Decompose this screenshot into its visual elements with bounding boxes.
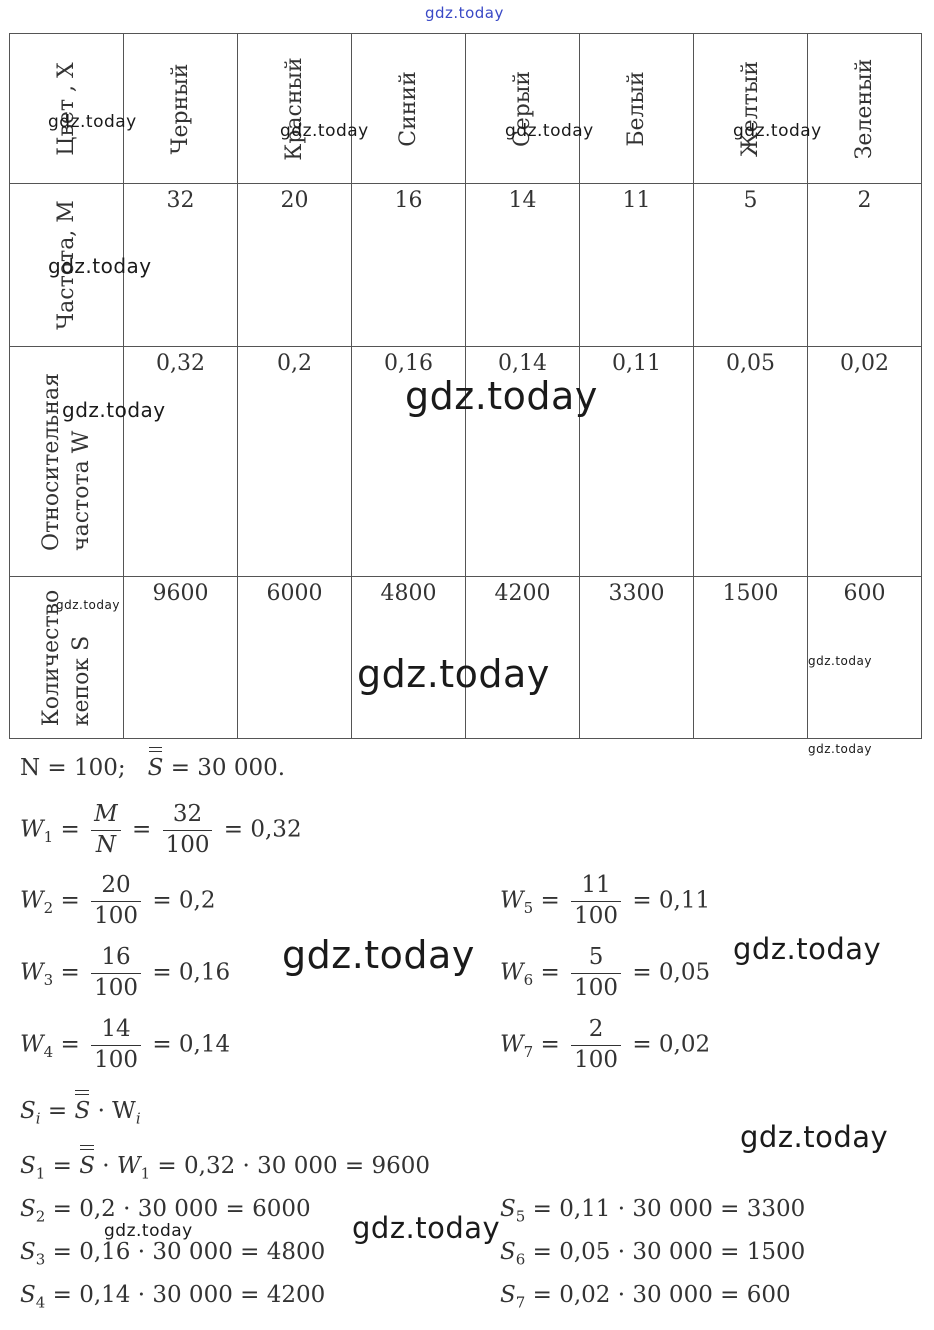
color-cell: Белый: [580, 34, 694, 184]
relative-cell: 0,32: [124, 347, 238, 577]
watermark: gdz.today: [48, 254, 152, 278]
count-cell: 6000: [238, 577, 352, 739]
count-cell: 4800: [352, 577, 466, 739]
formula-w1: $W_1$ = $\frac{M}{N}$ = $\frac{32}{100}$ = 0,32: [20, 801, 302, 858]
formula-s5: $S_5 = 0,11 \cdot 30$ 000 = 3300: [500, 1196, 806, 1226]
watermark: gdz.today: [733, 932, 882, 966]
frequency-cell: 5: [694, 184, 808, 347]
formula-w7: $W_7$ = $\frac{2}{100}$ = 0,02: [500, 1016, 711, 1073]
relative-cell: 0,2: [238, 347, 352, 577]
frequency-cell: 32: [124, 184, 238, 347]
formula-si: $S_i = S \cdot W_i$: [20, 1098, 141, 1128]
count-cell: 1500: [694, 577, 808, 739]
watermark: gdz.today: [56, 598, 120, 612]
formula-s6: $S_6 = 0,05 \cdot 30$ 000 = 1500: [500, 1239, 806, 1269]
formula-s2: $S_2 = 0,2 \cdot 30$ 000 = 6000: [20, 1196, 311, 1226]
relative-cell: 0,16: [352, 347, 466, 577]
watermark: gdz.today: [352, 1211, 501, 1245]
frequency-cell: 20: [238, 184, 352, 347]
frequency-cell: 14: [466, 184, 580, 347]
relative-cell: 0,11: [580, 347, 694, 577]
watermark: gdz.today: [280, 121, 369, 141]
row-colors: [10, 34, 922, 184]
watermark: gdz.today: [405, 374, 598, 418]
formula-n: N = 100; S = 30 000.: [20, 755, 286, 781]
formula-s4: $S_4 = 0,14 \cdot 30$ 000 = 4200: [20, 1282, 326, 1312]
formula-w3: $W_3$ = $\frac{16}{100}$ = 0,16: [20, 944, 231, 1001]
header-count: Количество кепок S: [10, 577, 124, 739]
watermark: gdz.today: [808, 742, 872, 756]
count-cell: 4200: [466, 577, 580, 739]
formula-s1: $S_1 = S \cdot W_1 = 0,32 \cdot 30$ 000 = 9600: [20, 1153, 431, 1183]
formula-w5: $W_5$ = $\frac{11}{100}$ = 0,11: [500, 872, 711, 929]
watermark: gdz.today: [357, 652, 550, 696]
color-cell: Серый: [466, 34, 580, 184]
relative-cell: 0,14: [466, 347, 580, 577]
formula-w6: $W_6$ = $\frac{5}{100}$ = 0,05: [500, 944, 711, 1001]
watermark-top: gdz.today: [425, 4, 504, 22]
watermark: gdz.today: [282, 933, 475, 977]
formula-s7: $S_7 = 0,02 \cdot 30$ 000 = 600: [500, 1282, 791, 1312]
color-cell: Желтый: [694, 34, 808, 184]
watermark: gdz.today: [62, 398, 166, 422]
header-color: Цвет , X: [10, 34, 124, 184]
color-cell: Синий: [352, 34, 466, 184]
color-cell: Зеленый: [808, 34, 922, 184]
frequency-cell: 16: [352, 184, 466, 347]
watermark: gdz.today: [808, 654, 872, 668]
count-cell: 9600: [124, 577, 238, 739]
relative-cell: 0,05: [694, 347, 808, 577]
frequency-cell: 2: [808, 184, 922, 347]
header-relative: Относительная частота W: [10, 347, 124, 577]
watermark: gdz.today: [104, 1221, 193, 1241]
watermark: gdz.today: [733, 121, 822, 141]
watermark: gdz.today: [48, 112, 137, 132]
watermark: gdz.today: [740, 1120, 889, 1154]
color-cell: Черный: [124, 34, 238, 184]
frequency-cell: 11: [580, 184, 694, 347]
count-cell: 3300: [580, 577, 694, 739]
header-frequency: Частота, M: [10, 184, 124, 347]
watermark: gdz.today: [505, 121, 594, 141]
count-cell: 600: [808, 577, 922, 739]
formula-w2: $W_2$ = $\frac{20}{100}$ = 0,2: [20, 872, 216, 929]
formula-s3: $S_3 = 0,16 \cdot 30$ 000 = 4800: [20, 1239, 326, 1269]
relative-cell: 0,02: [808, 347, 922, 577]
formula-w4: $W_4$ = $\frac{14}{100}$ = 0,14: [20, 1016, 231, 1073]
color-cell: Красный: [238, 34, 352, 184]
